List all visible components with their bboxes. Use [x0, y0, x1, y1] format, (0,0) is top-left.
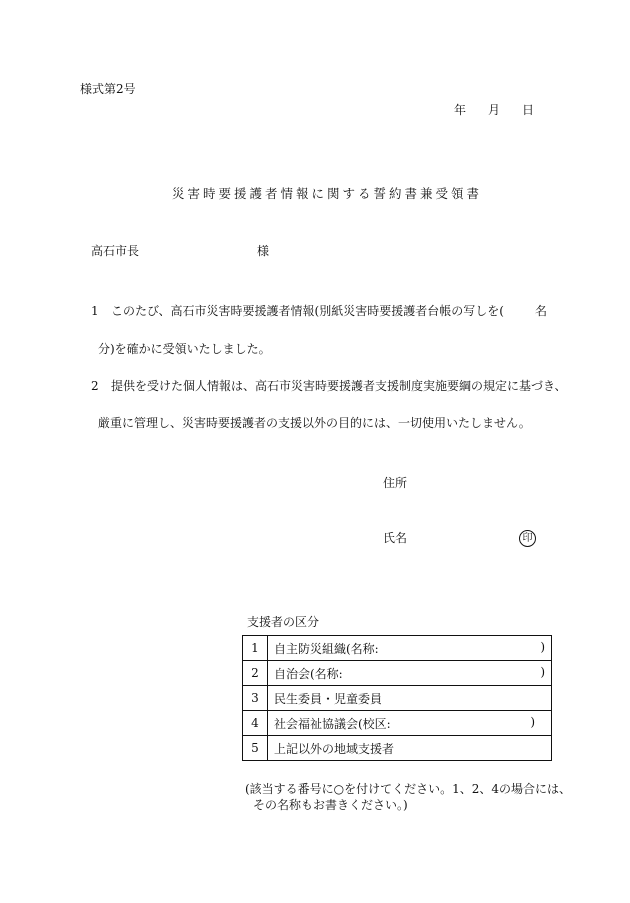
row-label-cell — [268, 686, 552, 711]
row-number: 5 — [243, 736, 268, 761]
table-row — [243, 711, 552, 736]
addressee-honorific: 様 — [257, 244, 270, 258]
seal-icon: 印 — [519, 530, 536, 547]
row-label: 民生委員・児童委員 — [274, 691, 383, 706]
row-close: ) — [540, 639, 545, 654]
clause-1-line1-end: 名 — [535, 304, 548, 318]
clause-1-number: 1 — [91, 304, 99, 318]
date-month: 月 — [488, 103, 501, 117]
row-number: 3 — [243, 686, 268, 711]
category-table — [242, 635, 552, 761]
category-note-line2: その名称もお書きください。) — [253, 798, 408, 812]
address-label: 住所 — [383, 476, 408, 490]
row-label: 自主防災組織(名称: — [274, 641, 379, 656]
row-number: 1 — [243, 636, 268, 661]
row-label: 自治会(名称: — [274, 666, 343, 681]
row-label-cell — [268, 711, 552, 736]
name-label: 氏名 — [383, 531, 408, 545]
row-label-cell — [268, 736, 552, 761]
row-label-cell — [268, 636, 552, 661]
seal-mark — [519, 530, 536, 547]
row-close: ) — [540, 664, 545, 679]
date-year: 年 — [454, 103, 467, 117]
clause-2-line1: 提供を受けた個人情報は、高石市災害時要援護者支援制度実施要綱の規定に基づき、 — [111, 379, 567, 393]
table-row — [243, 636, 552, 661]
date-day: 日 — [522, 103, 535, 117]
table-row — [243, 686, 552, 711]
row-close: ) — [530, 714, 535, 729]
clause-2-line2: 厳重に管理し、災害時要援護者の支援以外の目的には、一切使用いたしません。 — [98, 416, 531, 430]
row-number: 4 — [243, 711, 268, 736]
clause-1-line2: 分)を確かに受領いたしました。 — [98, 342, 271, 356]
table-row — [243, 736, 552, 761]
category-note-line1: (該当する番号に○を付けてください。1、2、4の場合には、 — [245, 782, 572, 796]
clause-1-line1: このたび、高石市災害時要援護者情報(別紙災害時要援護者台帳の写しを( — [111, 304, 504, 318]
row-label: 社会福祉協議会(校区: — [274, 716, 391, 731]
row-label-cell — [268, 661, 552, 686]
row-label: 上記以外の地域支援者 — [274, 741, 395, 756]
clause-2-number: 2 — [91, 379, 99, 393]
row-number: 2 — [243, 661, 268, 686]
form-number: 様式第2号 — [80, 82, 136, 96]
addressee-name: 高石市長 — [91, 244, 140, 258]
category-heading: 支援者の区分 — [247, 615, 320, 629]
document-title: 災害時要援護者情報に関する誓約書兼受領書 — [172, 186, 483, 201]
table-row — [243, 661, 552, 686]
